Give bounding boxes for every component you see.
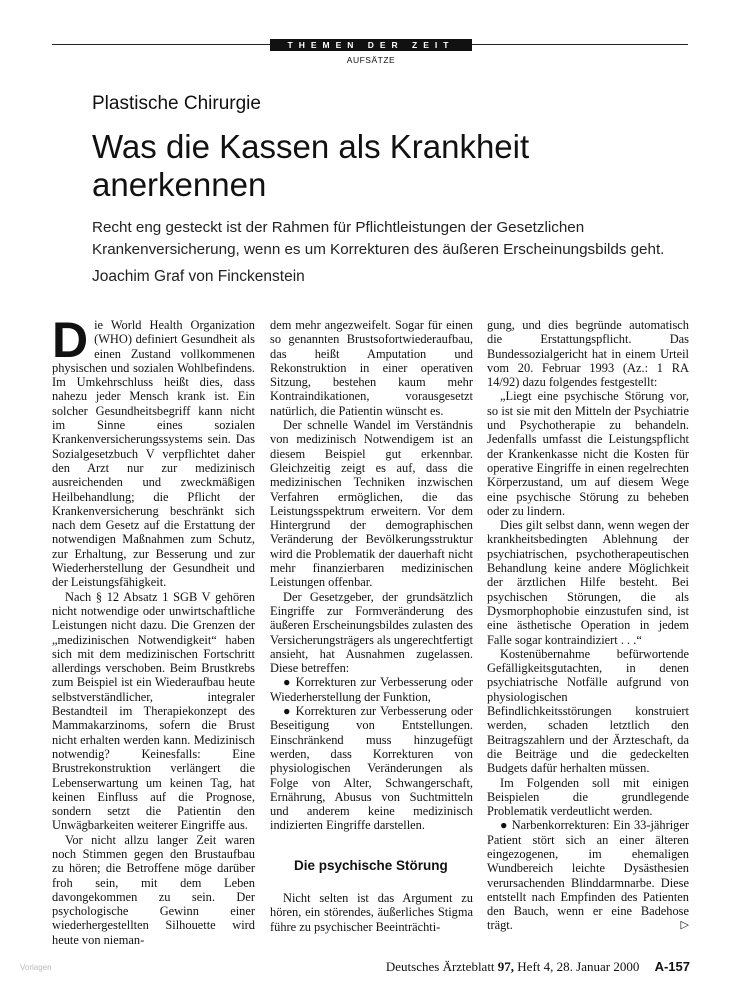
bullet-item: ● Korrekturen zur Verbesserung oder Wiederherstellung der Funktion, [270, 675, 473, 704]
page-footer [386, 959, 690, 975]
section-label: AUFSÄTZE [346, 55, 396, 65]
article-author: Joachim Graf von Finckenstein [92, 268, 305, 285]
text-column-1 [52, 312, 255, 947]
bullet-item: ● Narbenkorrekturen: Ein 33-jähriger Patient stört sich an einer älteren eingezogenen, im ehemaligen Wundbereich leichte Dysästhesien verursachenden Blinddarmnarbe. Diese entstellt nach Empfinden des Patienten den Bauch, wenn er eine Badehose trägt. ▷ [487, 818, 689, 933]
text-column-3 [487, 318, 689, 933]
paragraph: Kostenübernahme befürwortende Gefälligkeitsgutachten, in denen psychiatrische Notfälle aufgrund von physiologischen Befindlichkeitsstörungen konstruiert werden, schaden letztlich den Beitragszahlern und der Ärzteschaft, da die Beiträge und die gedeckelten Budgets dafür herhalten müssen. [487, 646, 689, 776]
subheading: Die psychische Störung [294, 857, 448, 873]
paragraph: Die World Health Organization (WHO) definiert Gesundheit als einen Zustand vollkommenen physischen und sozialen Wohlbefindens. Im Umkehrschluss heißt dies, dass nahezu jeder Mensch krank ist. Ein solcher Gesundheitsbegriff kann nicht im Sinne eines sozialen Krankenversicherungssystems sein. Das Sozialgesetzbuch V verpflichtet daher den Arzt nur zur medizinisch ausreichenden und zweckmäßigen Heilbehandlung; die Pflicht der Krankenversicherung beschränkt sich nach dem Gesetz auf die Erstattung der notwendigen Maßnahmen zum Schutz, zur Erhaltung, zur Besserung und zur Wiederherstellung der Gesundheit und der Leistungsfähigkeit. [52, 312, 255, 590]
drop-cap: D [52, 312, 89, 368]
journal-volume: 97, [497, 959, 515, 974]
article-title: Was die Kassen als Krankheit anerkennen [92, 128, 530, 203]
watermark: Vorlagen [20, 963, 52, 972]
journal-name: Deutsches Ärzteblatt [385, 959, 495, 974]
text-column-2 [270, 318, 473, 934]
paragraph: dem mehr angezweifelt. Sogar für einen so genannten Brustsofortwiederaufbau, das heißt Amputation und Rekonstruktion in einer operativen Sitzung, bestehen kaum mehr Kontraindikationen, vorausgesetzt natürlich, die Patientin wünscht es. [270, 318, 473, 418]
paragraph: Der schnelle Wandel im Verständnis von medizinisch Notwendigem ist an diesem Beispiel gut erkennbar. Gleichzeitig zeigt es auf, dass die medizinischen Techniken inzwischen Verfahren ermöglichen, die das Leistungsspektrum erweitern. Vor dem Hintergrund der demographischen Veränderung der Bevölkerungsstruktur wird die Problematik der dauerhaft nicht mehr finanzierbaren medizinischen Leistungen offenbar. [270, 418, 473, 590]
article-lead: Recht eng gesteckt ist der Rahmen für Pflichtleistungen der Gesetzlichen Krankenversicherung, wenn es um Korrekturen des äußeren Erscheinungsbilds geht. [92, 219, 665, 258]
page-number: A-157 [654, 959, 690, 974]
paragraph: Nicht selten ist das Argument zu hören, ein störendes, äußerliches Stigma führe zu psychischer Beeinträchti- [270, 890, 473, 934]
paragraph: Vor nicht allzu langer Zeit waren noch Stimmen gegen den Brustaufbau zu hören; die Betroffene möge darüber froh sein, mit dem Leben davongekommen zu sein. Der psychologische Gewinn einer wiederhergestellten Silhouette wird heute von nieman- [52, 832, 255, 947]
paragraph: Der Gesetzgeber, der grundsätzlich Eingriffe zur Formveränderung des äußeren Erscheinungsbildes zulasten des Versicherungsträgers als ungerechtfertigt ansieht, hat Ausnahmen zugelassen. Diese betreffen: [270, 589, 473, 676]
section-banner: THEMEN DER ZEIT [270, 39, 472, 51]
bullet-item: ● Korrekturen zur Verbesserung oder Beseitigung von Entstellungen. Einschränkend muss hinzugefügt werden, dass Korrekturen von physiologischen Veränderungen als Folge von Alter, Schwangerschaft, Ernährung, Abusus von Suchtmitteln und anderem keine medizinisch indizierten Eingriffe darstellen. [270, 704, 473, 833]
paragraph: gung, und dies begründe automatisch die Erstattungspflicht. Das Bundessozialgericht hat in einem Urteil vom 20. Februar 1993 (Az.: 1 RA 14/92) dazu folgendes festgestellt: [487, 318, 689, 390]
paragraph: Im Folgenden soll mit einigen Beispielen die grundlegende Problematik verdeutlicht werden. [487, 775, 689, 819]
journal-issue: Heft 4, 28. Januar 2000 [517, 959, 640, 974]
continue-arrow-icon: ▷ [680, 918, 689, 932]
quote-paragraph: Dies gilt selbst dann, wenn wegen der krankheitsbedingten Ablehnung der psychiatrischen, psychotherapeutischen Behandlung keine andere Möglichkeit der ärztlichen Hilfe besteht. Bei psychischen Störungen, die als Dysmorphophobie einzustufen sind, ist eine ästhetische Operation in jedem Falle sogar kontraindiziert . . .“ [487, 518, 689, 647]
paragraph: Nach § 12 Absatz 1 SGB V gehören nicht notwendige oder unwirtschaftliche Leistungen nicht dazu. Die Grenzen der „medizinischen Notwendigkeit“ haben sich mit dem medizinischen Fortschritt allerdings verschoben. Beim Brustkrebs zum Beispiel ist ein Wiederaufbau heute selbstverständlicher, integraler Bestandteil im Therapiekonzept des Mammakarzinoms, sofern die Brust nicht erhalten werden kann. Medizinisch notwendig? Keinesfalls: Eine Brustrekonstruktion verlängert die Lebenserwartung um keinen Tag, hat keinen Einfluss auf die Prognose, sondern setzt die Patientin den Unwägbarkeiten weiterer Eingriffe aus. [52, 589, 255, 833]
article-kicker: Plastische Chirurgie [92, 93, 261, 114]
quote-paragraph: „Liegt eine psychische Störung vor, so ist sie mit den Mitteln der Psychiatrie und Psychotherapie zu behandeln. Jedenfalls umfasst die Leistungspflicht der Krankenkasse nicht die Kosten für operative Eingriffe in einen regelrechten Körperzustand, um auf diesem Wege eine psychische Störung zu beheben oder zu lindern. [487, 389, 689, 518]
